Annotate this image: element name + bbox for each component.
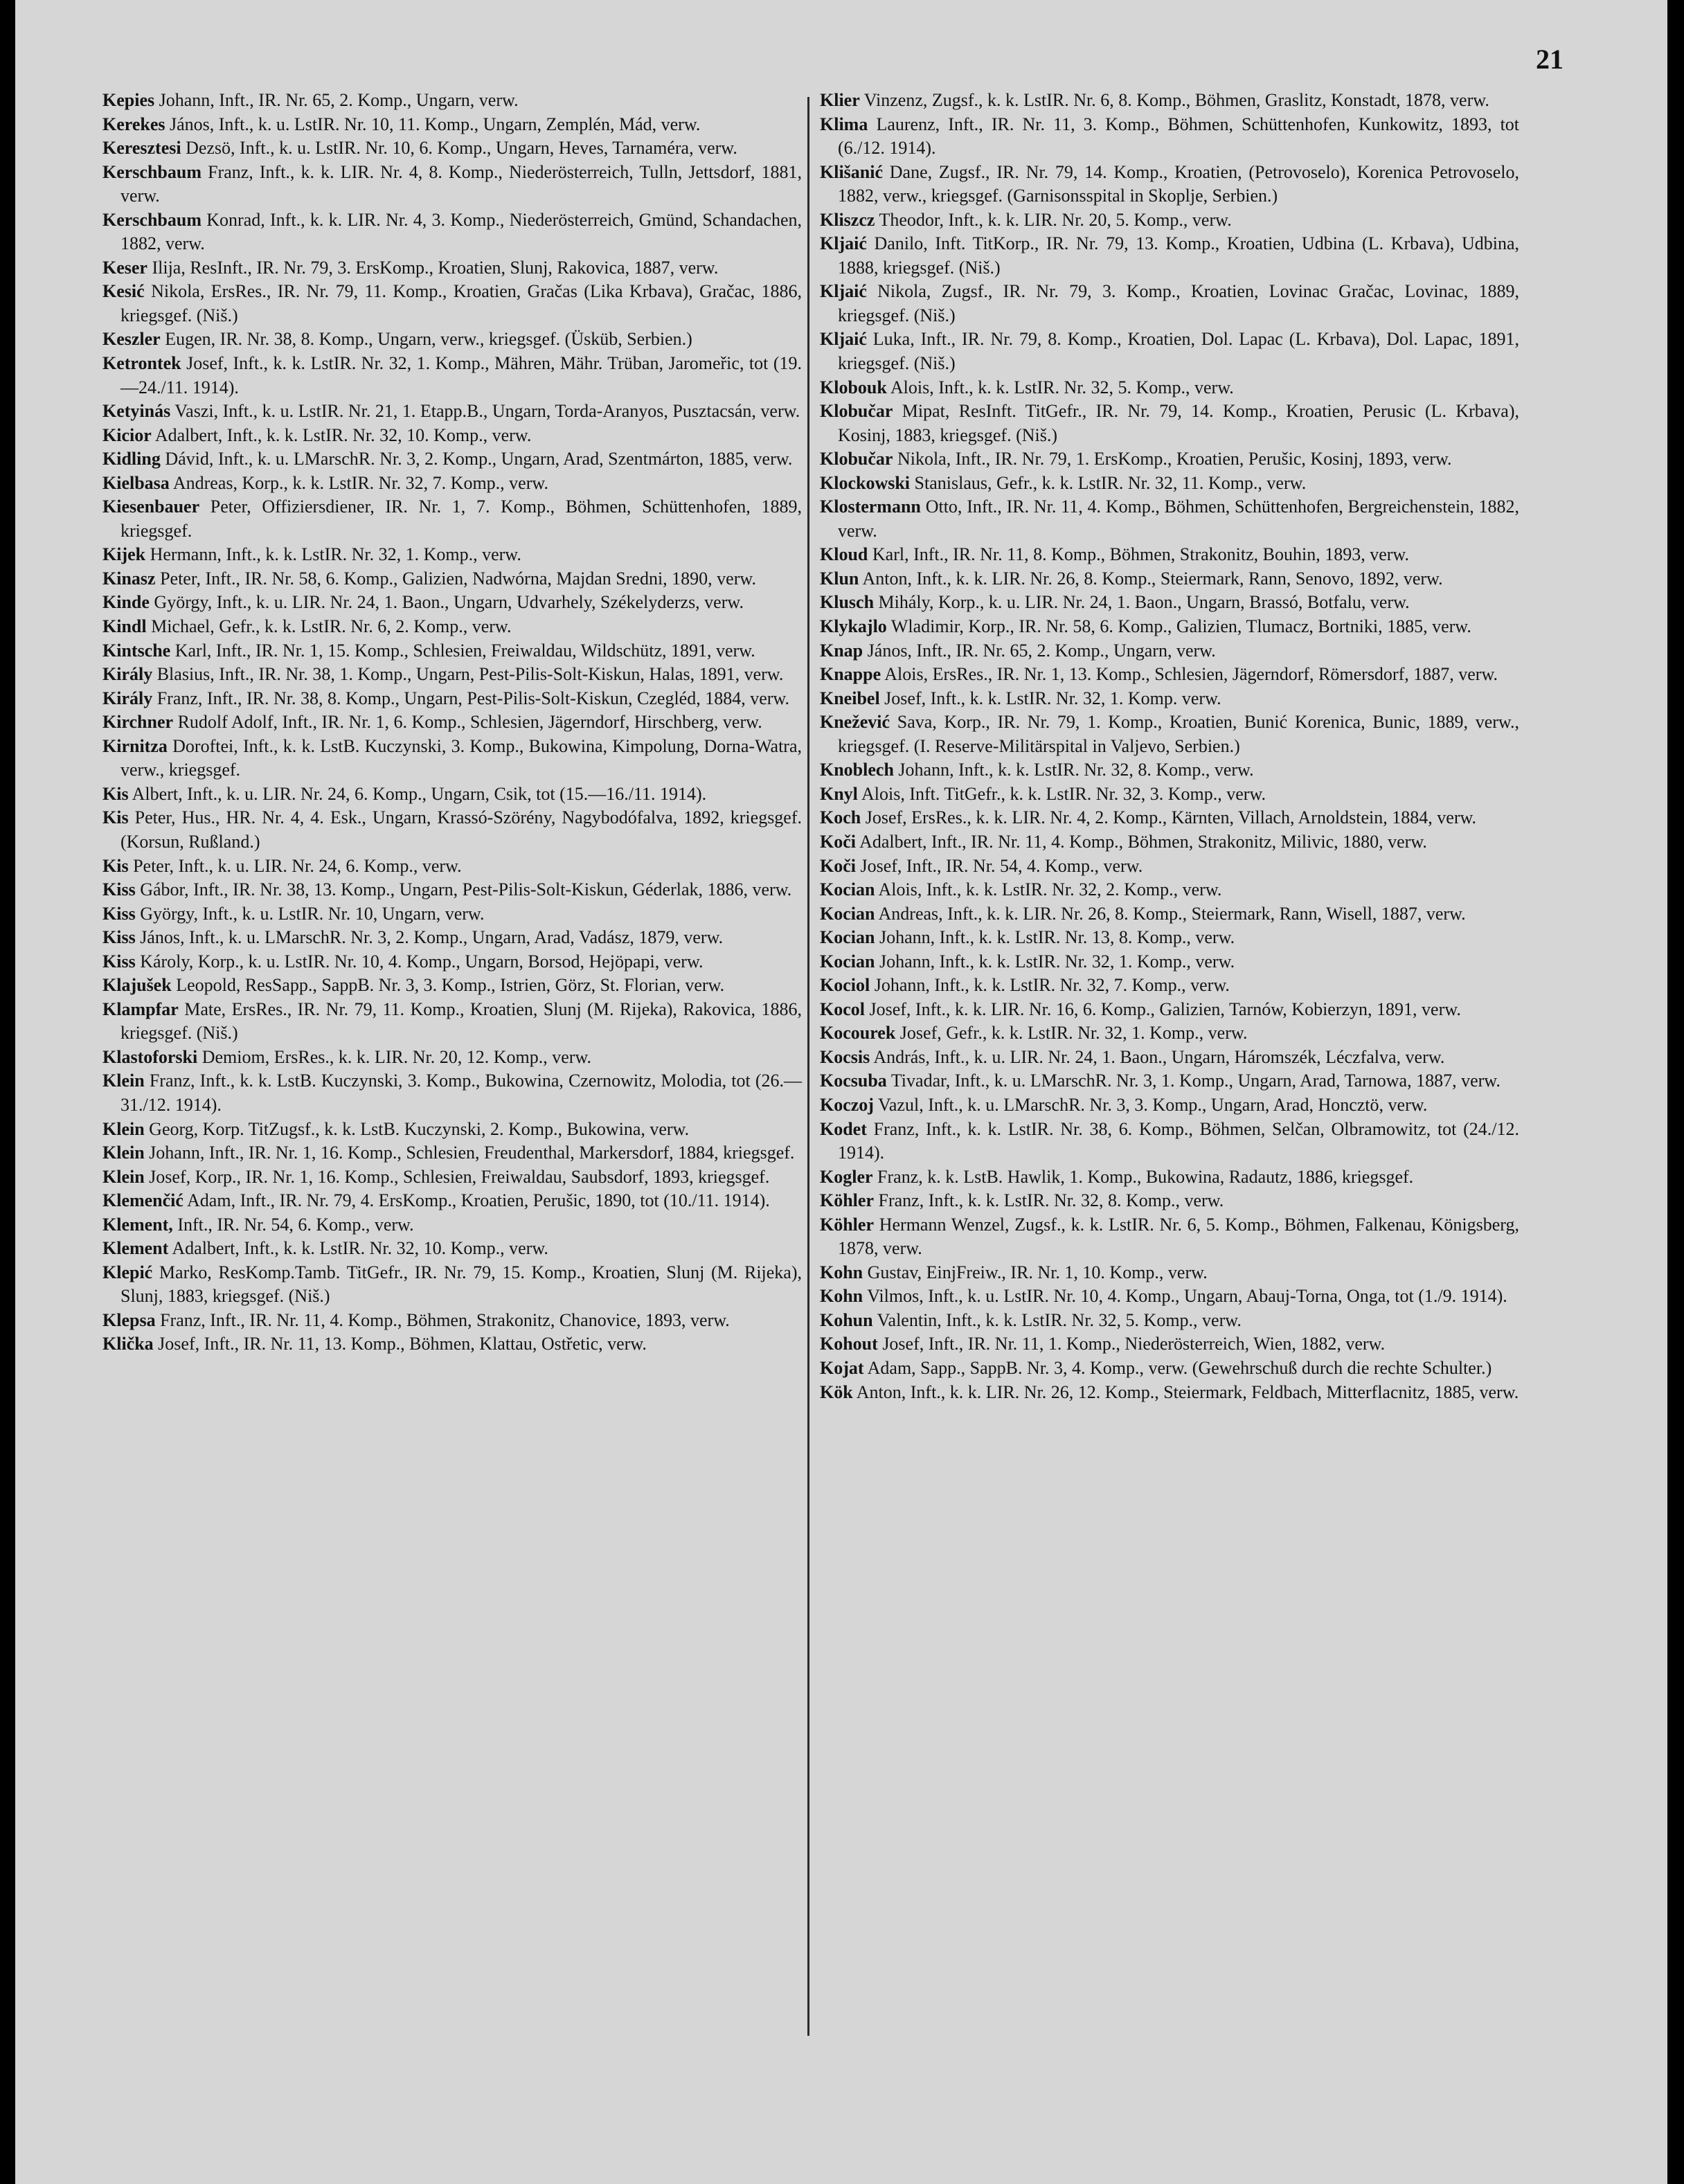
- list-item: [102, 1309, 802, 1333]
- entry-surname: Kinasz: [102, 568, 156, 589]
- list-item: [820, 1332, 1519, 1357]
- list-item: [102, 543, 802, 567]
- entry-surname: Kljaić: [820, 281, 867, 302]
- entry-details: Josef, Inft., k. k. LstIR. Nr. 32, 1. Komp. verw.: [884, 688, 1221, 708]
- entry-surname: Kljaić: [820, 329, 867, 350]
- entry-surname: Kiss: [102, 903, 136, 924]
- list-item: [820, 591, 1519, 615]
- entry-surname: Koči: [820, 831, 856, 852]
- entry-surname: Kinde: [102, 592, 150, 613]
- entry-surname: Knap: [820, 640, 863, 661]
- entry-surname: Kesić: [102, 281, 145, 302]
- entry-details: György, Inft., k. u. LIR. Nr. 24, 1. Baon., Ungarn, Udvarhely, Székelyderzs, verw.: [154, 592, 744, 613]
- list-item: [820, 495, 1519, 543]
- entry-surname: Kielbasa: [102, 472, 170, 493]
- entry-surname: Klobouk: [820, 377, 887, 397]
- entry-details: Nikola, Zugsf., IR. Nr. 79, 3. Komp., Kroatien, Lovinac Gračac, Lovinac, 1889, kriegsgef. (Niš.): [838, 281, 1519, 325]
- page-number: 21: [1536, 44, 1564, 75]
- entry-details: Johann, Inft., IR. Nr. 65, 2. Komp., Ungarn, verw.: [159, 90, 519, 110]
- list-item: [820, 806, 1519, 830]
- entry-surname: Kneibel: [820, 688, 880, 708]
- list-item: [102, 1118, 802, 1142]
- entry-details: Gábor, Inft., IR. Nr. 38, 13. Komp., Ungarn, Pest-Pilis-Solt-Kiskun, Géderlak, 1886, verw.: [140, 879, 792, 900]
- list-item: [102, 878, 802, 902]
- entry-details: János, Inft., k. u. LMarschR. Nr. 3, 2. Komp., Ungarn, Arad, Vadász, 1879, verw.: [140, 927, 724, 948]
- entry-details: Valentin, Inft., k. k. LstIR. Nr. 32, 5. Komp., verw.: [877, 1309, 1242, 1330]
- list-item: [820, 854, 1519, 879]
- entry-details: Dane, Zugsf., IR. Nr. 79, 14. Komp., Kroatien, (Petrovoselo), Korenica Petrovoselo, 1882, verw., kriegsgef. (Garnisonsspital in Skoplje, Serbien.): [838, 161, 1519, 206]
- list-item: [102, 735, 802, 782]
- list-item: [820, 639, 1519, 663]
- list-item: [820, 89, 1519, 113]
- list-item: [102, 1046, 802, 1070]
- list-item: [820, 758, 1519, 782]
- entry-surname: Klepsa: [102, 1309, 156, 1330]
- entry-details: Tivadar, Inft., k. u. LMarschR. Nr. 3, 1. Komp., Ungarn, Arad, Tarnowa, 1887, verw.: [890, 1071, 1501, 1091]
- entry-details: Johann, Inft., k. k. LstIR. Nr. 32, 8. Komp., verw.: [898, 760, 1254, 780]
- list-item: [102, 710, 802, 735]
- entry-details: Stanislaus, Gefr., k. k. LstIR. Nr. 32, 11. Komp., verw.: [914, 472, 1307, 493]
- entry-surname: Klun: [820, 568, 859, 589]
- entry-surname: Klobučar: [820, 449, 893, 469]
- entry-details: Josef, Inft., IR. Nr. 11, 1. Komp., Niederösterreich, Wien, 1882, verw.: [882, 1334, 1386, 1354]
- entry-surname: Koch: [820, 807, 861, 828]
- entry-details: Franz, Inft., k. k. LstB. Kuczynski, 3. Komp., Bukowina, Czernowitz, Molodia, tot (26.—31./12. 1914).: [120, 1071, 802, 1115]
- list-item: [102, 280, 802, 328]
- entry-details: Ilija, ResInft., IR. Nr. 79, 3. ErsKomp., Kroatien, Slunj, Rakovica, 1887, verw.: [152, 257, 719, 278]
- list-item: [102, 1165, 802, 1190]
- entry-details: Anton, Inft., k. k. LIR. Nr. 26, 8. Komp., Steiermark, Rann, Senovo, 1892, verw.: [862, 568, 1443, 589]
- entry-surname: Kocian: [820, 927, 875, 948]
- entry-details: Alois, Inft., k. k. LstIR. Nr. 32, 2. Komp., verw.: [878, 879, 1222, 900]
- list-item: [102, 782, 802, 807]
- entry-details: Josef, Inft., k. k. LIR. Nr. 16, 6. Komp., Galizien, Tarnów, Kobierzyn, 1891, verw.: [869, 999, 1461, 1019]
- entry-surname: Klišanić: [820, 161, 884, 182]
- entry-details: Peter, Inft., IR. Nr. 58, 6. Komp., Galizien, Nadwórna, Majdan Sredni, 1890, verw.: [160, 568, 756, 589]
- entry-surname: Kocian: [820, 879, 875, 900]
- entry-surname: Kohn: [820, 1262, 863, 1282]
- entry-surname: Kis: [102, 807, 129, 828]
- entry-details: Alois, Inft. TitGefr., k. k. LstIR. Nr. 32, 3. Komp., verw.: [861, 783, 1266, 804]
- list-item: [102, 615, 802, 639]
- list-item: [102, 352, 802, 400]
- entry-details: Adalbert, Inft., k. k. LstIR. Nr. 32, 10. Komp., verw.: [172, 1238, 548, 1259]
- entry-surname: Keser: [102, 257, 147, 278]
- entry-surname: Köhler: [820, 1190, 874, 1211]
- entry-surname: Kijek: [102, 544, 146, 565]
- list-item: [820, 1093, 1519, 1118]
- list-item: [820, 950, 1519, 974]
- entry-details: Josef, Inft., k. k. LstIR. Nr. 32, 1. Komp., Mähren, Mähr. Trüban, Jaromeřic, tot (19.—24./11. 1914).: [120, 353, 802, 397]
- entry-surname: Kocourek: [820, 1023, 896, 1044]
- entry-details: Vilmos, Inft., k. u. LstIR. Nr. 10, 4. Komp., Ungarn, Abauj-Torna, Onga, tot (1./9. 1914).: [867, 1286, 1507, 1307]
- document-page: [15, 0, 1667, 2184]
- entry-details: Luka, Inft., IR. Nr. 79, 8. Komp., Kroatien, Dol. Lapac (L. Krbava), Dol. Lapac, 1891, kriegsgef. (Niš.): [838, 329, 1520, 374]
- entry-details: János, Inft., k. u. LstIR. Nr. 10, 11. Komp., Ungarn, Zemplén, Mád, verw.: [170, 114, 701, 134]
- entry-details: Franz, k. k. LstB. Hawlik, 1. Komp., Bukowina, Radautz, 1886, kriegsgef.: [877, 1166, 1414, 1187]
- entry-surname: Kohout: [820, 1334, 878, 1354]
- entry-details: Josef, Inft., IR. Nr. 11, 13. Komp., Böhmen, Klattau, Ostřetic, verw.: [158, 1334, 647, 1354]
- list-item: [820, 687, 1519, 711]
- right-column: [820, 89, 1519, 1404]
- list-item: [102, 161, 802, 208]
- entry-details: Károly, Korp., k. u. LstIR. Nr. 10, 4. Komp., Ungarn, Borsod, Hejöpapi, verw.: [140, 951, 704, 972]
- entry-details: Peter, Inft., k. u. LIR. Nr. 24, 6. Komp., verw.: [133, 855, 462, 876]
- list-item: [102, 926, 802, 950]
- entry-surname: Kociol: [820, 975, 870, 996]
- entry-details: Mate, ErsRes., IR. Nr. 79, 11. Komp., Kroatien, Slunj (M. Rijeka), Rakovica, 1886, kriegsgef. (Niš.): [120, 999, 803, 1044]
- list-item: [820, 998, 1519, 1022]
- entry-details: Josef, ErsRes., k. k. LIR. Nr. 4, 2. Komp., Kärnten, Villach, Arnoldstein, 1884, verw.: [865, 807, 1477, 828]
- entry-surname: Kogler: [820, 1166, 873, 1187]
- list-item: [820, 830, 1519, 854]
- entry-surname: Klemenčić: [102, 1190, 183, 1211]
- entry-details: Konrad, Inft., k. k. LIR. Nr. 4, 3. Komp., Niederösterreich, Gmünd, Schandachen, 1882, verw.: [120, 209, 803, 254]
- entry-details: Rudolf Adolf, Inft., IR. Nr. 1, 6. Komp., Schlesien, Jägerndorf, Hirschberg, verw.: [177, 712, 762, 733]
- entry-surname: Kirchner: [102, 712, 174, 733]
- entry-details: Andreas, Inft., k. k. LIR. Nr. 26, 8. Komp., Steiermark, Rann, Wisell, 1887, verw.: [878, 903, 1466, 924]
- entry-details: Danilo, Inft. TitKorp., IR. Nr. 79, 13. Komp., Kroatien, Udbina (L. Krbava), Udbina, 1888, kriegsgef. (Niš.): [838, 233, 1519, 278]
- list-item: [820, 663, 1519, 687]
- entry-surname: Klajušek: [102, 975, 172, 996]
- entry-surname: Klobučar: [820, 401, 893, 422]
- list-item: [102, 591, 802, 615]
- entry-surname: Ketrontek: [102, 353, 181, 374]
- entry-surname: Kljaić: [820, 233, 867, 254]
- list-item: [820, 1285, 1519, 1309]
- list-item: [102, 495, 802, 543]
- list-item: [102, 950, 802, 974]
- list-item: [820, 1021, 1519, 1046]
- entry-surname: Kis: [102, 783, 129, 804]
- list-item: [820, 615, 1519, 639]
- list-item: [820, 400, 1519, 447]
- entry-surname: Kidling: [102, 449, 161, 469]
- entry-surname: Knežević: [820, 712, 890, 733]
- entry-surname: Kindl: [102, 616, 147, 637]
- entry-details: Nikola, Inft., IR. Nr. 79, 1. ErsKomp., Kroatien, Perušic, Kosinj, 1893, verw.: [897, 449, 1452, 469]
- entry-surname: Klein: [102, 1071, 145, 1091]
- entry-surname: Klostermann: [820, 496, 921, 517]
- list-item: [102, 974, 802, 998]
- entry-details: Theodor, Inft., k. k. LIR. Nr. 20, 5. Komp., verw.: [879, 209, 1232, 230]
- entry-details: Josef, Gefr., k. k. LstIR. Nr. 32, 1. Komp., verw.: [899, 1023, 1248, 1044]
- entry-surname: Klastoforski: [102, 1046, 198, 1067]
- entry-details: András, Inft., k. u. LIR. Nr. 24, 1. Baon., Ungarn, Háromszék, Léczfalva, verw.: [873, 1046, 1445, 1067]
- list-item: [820, 1046, 1519, 1070]
- list-item: [820, 974, 1519, 998]
- entry-surname: Kloud: [820, 544, 868, 565]
- entry-surname: Kök: [820, 1381, 853, 1402]
- entry-details: Franz, Inft., IR. Nr. 38, 8. Komp., Ungarn, Pest-Pilis-Solt-Kiskun, Czegléd, 1884, verw.: [156, 688, 789, 708]
- entry-details: Anton, Inft., k. k. LIR. Nr. 26, 12. Komp., Steiermark, Feldbach, Mitterflacnitz, 1885, verw.: [856, 1381, 1519, 1402]
- entry-surname: Köhler: [820, 1214, 874, 1235]
- entry-details: Gustav, EinjFreiw., IR. Nr. 1, 10. Komp., verw.: [867, 1262, 1208, 1282]
- list-item: [820, 1189, 1519, 1213]
- entry-surname: Keresztesi: [102, 138, 181, 159]
- list-item: [820, 1165, 1519, 1190]
- list-item: [102, 1213, 802, 1237]
- entry-details: Eugen, IR. Nr. 38, 8. Komp., Ungarn, verw., kriegsgef. (Üsküb, Serbien.): [165, 329, 692, 350]
- entry-surname: Kirnitza: [102, 735, 168, 756]
- entry-surname: Klein: [102, 1143, 145, 1163]
- list-item: [102, 854, 802, 879]
- list-item: [102, 472, 802, 496]
- entry-details: Karl, Inft., IR. Nr. 11, 8. Komp., Böhmen, Strakonitz, Bouhin, 1893, verw.: [872, 544, 1409, 565]
- entry-details: György, Inft., k. u. LstIR. Nr. 10, Ungarn, verw.: [140, 903, 485, 924]
- list-item: [102, 806, 802, 854]
- entry-surname: Kocsis: [820, 1046, 870, 1067]
- list-item: [102, 89, 802, 113]
- entry-surname: Kerschbaum: [102, 209, 201, 230]
- entry-details: Johann, Inft., k. k. LstIR. Nr. 32, 7. Komp., verw.: [874, 975, 1230, 996]
- entry-surname: Klockowski: [820, 472, 911, 493]
- entry-details: Josef, Inft., IR. Nr. 54, 4. Komp., verw.: [860, 855, 1143, 876]
- list-item: [820, 878, 1519, 902]
- entry-surname: Király: [102, 688, 153, 708]
- entry-details: Franz, Inft., k. k. LstIR. Nr. 38, 6. Komp., Böhmen, Selčan, Olbramowitz, tot (24./12. 1914).: [838, 1118, 1519, 1163]
- list-item: [102, 1237, 802, 1261]
- entry-details: Josef, Korp., IR. Nr. 1, 16. Komp., Schlesien, Freiwaldau, Saubsdorf, 1893, kriegsgef.: [149, 1166, 770, 1187]
- entry-details: Alois, ErsRes., IR. Nr. 1, 13. Komp., Schlesien, Jägerndorf, Römersdorf, 1887, verw.: [884, 664, 1498, 685]
- entry-surname: Kodet: [820, 1118, 867, 1139]
- list-item: [820, 543, 1519, 567]
- entry-surname: Klein: [102, 1118, 145, 1139]
- entry-details: Inft., IR. Nr. 54, 6. Komp., verw.: [177, 1214, 414, 1235]
- entry-details: Laurenz, Inft., IR. Nr. 11, 3. Komp., Böhmen, Schüttenhofen, Kunkowitz, 1893, tot (6./12. 1914).: [838, 114, 1520, 159]
- entry-details: Alois, Inft., k. k. LstIR. Nr. 32, 5. Komp., verw.: [890, 377, 1234, 397]
- list-item: [102, 998, 802, 1046]
- entry-details: Wladimir, Korp., IR. Nr. 58, 6. Komp., Galizien, Tlumacz, Bortniki, 1885, verw.: [890, 616, 1471, 637]
- entry-surname: Kliszcz: [820, 209, 875, 230]
- entry-surname: Kiss: [102, 951, 136, 972]
- list-item: [102, 902, 802, 927]
- list-item: [820, 926, 1519, 950]
- list-item: [820, 1381, 1519, 1405]
- entry-details: Otto, Inft., IR. Nr. 11, 4. Komp., Böhmen, Schüttenhofen, Bergreichenstein, 1882, verw.: [838, 496, 1519, 541]
- entry-details: Franz, Inft., IR. Nr. 11, 4. Komp., Böhmen, Strakonitz, Chanovice, 1893, verw.: [160, 1309, 730, 1330]
- entry-details: Franz, Inft., k. k. LIR. Nr. 4, 8. Komp., Niederösterreich, Tulln, Jettsdorf, 1881, verw.: [120, 161, 802, 206]
- list-item: [820, 376, 1519, 400]
- list-item: [102, 1141, 802, 1165]
- entry-details: Blasius, Inft., IR. Nr. 38, 1. Komp., Ungarn, Pest-Pilis-Solt-Kiskun, Halas, 1891, verw.: [156, 664, 784, 685]
- entry-surname: Klykajlo: [820, 616, 887, 637]
- entry-details: Doroftei, Inft., k. k. LstB. Kuczynski, 3. Komp., Bukowina, Kimpolung, Dorna-Watra, verw., kriegsgef.: [120, 735, 803, 780]
- list-item: [820, 1213, 1519, 1261]
- list-item: [102, 256, 802, 280]
- entry-surname: Koči: [820, 855, 856, 876]
- entry-details: Karl, Inft., IR. Nr. 1, 15. Komp., Schlesien, Freiwaldau, Wildschütz, 1891, verw.: [174, 640, 755, 661]
- entry-surname: Keszler: [102, 329, 161, 350]
- entry-details: Adalbert, Inft., k. k. LstIR. Nr. 32, 10. Komp., verw.: [154, 424, 532, 445]
- list-item: [820, 1357, 1519, 1381]
- entry-details: Sava, Korp., IR. Nr. 79, 1. Komp., Kroatien, Bunić Korenica, Bunic, 1889, verw., kriegsgef. (I. Reserve-Militärspital in Valjevo, Serbien.): [838, 712, 1519, 756]
- list-item: [102, 113, 802, 137]
- list-item: [820, 1118, 1519, 1165]
- entry-surname: Kocian: [820, 951, 875, 972]
- entry-details: János, Inft., IR. Nr. 65, 2. Komp., Ungarn, verw.: [867, 640, 1216, 661]
- list-item: [820, 1261, 1519, 1285]
- entry-surname: Király: [102, 664, 153, 685]
- entry-details: Dávid, Inft., k. u. LMarschR. Nr. 3, 2. Komp., Ungarn, Arad, Szentmárton, 1885, verw.: [165, 449, 793, 469]
- left-column: [102, 89, 802, 1357]
- entry-surname: Klusch: [820, 592, 875, 613]
- list-item: [820, 280, 1519, 328]
- list-item: [820, 232, 1519, 280]
- entry-details: Marko, ResKomp.Tamb. TitGefr., IR. Nr. 79, 15. Komp., Kroatien, Slunj (M. Rijeka), Slunj, 1883, kriegsgef. (Niš.): [120, 1262, 803, 1307]
- list-item: [820, 472, 1519, 496]
- entry-details: Peter, Hus., HR. Nr. 4, 4. Esk., Ungarn, Krassó-Szörény, Nagybodófalva, 1892, kriegsgef. (Korsun, Rußland.): [120, 807, 803, 852]
- list-item: [102, 208, 802, 256]
- list-item: [102, 1069, 802, 1117]
- entry-surname: Kis: [102, 855, 129, 876]
- entry-surname: Kojat: [820, 1357, 864, 1378]
- entry-surname: Klement,: [102, 1214, 173, 1235]
- list-item: [102, 328, 802, 352]
- list-item: [820, 208, 1519, 233]
- entry-details: Vinzenz, Zugsf., k. k. LstIR. Nr. 6, 8. Komp., Böhmen, Graslitz, Konstadt, 1878, verw.: [863, 90, 1489, 110]
- list-item: [820, 113, 1519, 161]
- list-item: [102, 424, 802, 448]
- entry-surname: Kintsche: [102, 640, 171, 661]
- entry-details: Leopold, ResSapp., SappB. Nr. 3, 3. Komp., Istrien, Görz, St. Florian, verw.: [176, 975, 725, 996]
- entry-surname: Kocian: [820, 903, 875, 924]
- list-item: [102, 1261, 802, 1309]
- entry-surname: Knoblech: [820, 760, 894, 780]
- entry-surname: Klima: [820, 114, 868, 134]
- entry-surname: Klepić: [102, 1262, 153, 1282]
- entry-surname: Knyl: [820, 783, 858, 804]
- entry-details: Dezsö, Inft., k. u. LstIR. Nr. 10, 6. Komp., Ungarn, Heves, Tarnaméra, verw.: [186, 138, 737, 159]
- list-item: [102, 447, 802, 472]
- list-item: [820, 1069, 1519, 1093]
- entry-details: Franz, Inft., k. k. LstIR. Nr. 32, 8. Komp., verw.: [878, 1190, 1224, 1211]
- entry-details: Michael, Gefr., k. k. LstIR. Nr. 6, 2. Komp., verw.: [151, 616, 512, 637]
- entry-details: Adalbert, Inft., IR. Nr. 11, 4. Komp., Böhmen, Strakonitz, Milivic, 1880, verw.: [859, 831, 1427, 852]
- entry-surname: Kerekes: [102, 114, 165, 134]
- entry-surname: Kiesenbauer: [102, 496, 200, 517]
- list-item: [102, 639, 802, 663]
- list-item: [102, 1189, 802, 1213]
- entry-surname: Kicior: [102, 424, 152, 445]
- list-item: [102, 687, 802, 711]
- list-item: [820, 710, 1519, 758]
- entry-details: Vazul, Inft., k. u. LMarschR. Nr. 3, 3. Komp., Ungarn, Arad, Honcztö, verw.: [878, 1094, 1428, 1115]
- entry-details: Mipat, ResInft. TitGefr., IR. Nr. 79, 14. Komp., Kroatien, Perusic (L. Krbava), Kosinj, 1883, kriegsgef. (Niš.): [838, 401, 1519, 445]
- entry-surname: Ketyinás: [102, 401, 171, 422]
- entry-details: Johann, Inft., IR. Nr. 1, 16. Komp., Schlesien, Freudenthal, Markersdorf, 1884, kriegsgef.: [149, 1143, 795, 1163]
- entry-surname: Kocsuba: [820, 1071, 887, 1091]
- entry-surname: Klein: [102, 1166, 145, 1187]
- list-item: [102, 567, 802, 591]
- entry-surname: Koczoj: [820, 1094, 874, 1115]
- column-divider: [807, 97, 809, 2036]
- entry-surname: Klier: [820, 90, 860, 110]
- list-item: [820, 902, 1519, 927]
- entry-details: Hermann, Inft., k. k. LstIR. Nr. 32, 1. Komp., verw.: [150, 544, 521, 565]
- list-item: [820, 328, 1519, 375]
- entry-surname: Kohun: [820, 1309, 873, 1330]
- list-item: [820, 1309, 1519, 1333]
- list-item: [102, 1332, 802, 1357]
- entry-surname: Kohn: [820, 1286, 863, 1307]
- entry-surname: Klampfar: [102, 999, 179, 1019]
- list-item: [820, 161, 1519, 208]
- entry-surname: Kiss: [102, 927, 136, 948]
- entry-surname: Kiss: [102, 879, 136, 900]
- list-item: [820, 447, 1519, 472]
- entry-details: Johann, Inft., k. k. LstIR. Nr. 32, 1. Komp., verw.: [879, 951, 1235, 972]
- entry-details: Hermann Wenzel, Zugsf., k. k. LstIR. Nr. 6, 5. Komp., Böhmen, Falkenau, Königsberg, 1878, verw.: [838, 1214, 1519, 1259]
- entry-details: Adam, Sapp., SappB. Nr. 3, 4. Komp., verw. (Gewehrschuß durch die rechte Schulter.): [867, 1357, 1492, 1378]
- entry-details: Peter, Offiziersdiener, IR. Nr. 1, 7. Komp., Böhmen, Schüttenhofen, 1889, kriegsgef.: [120, 496, 802, 541]
- list-item: [102, 136, 802, 161]
- entry-surname: Knappe: [820, 664, 881, 685]
- entry-details: Demiom, ErsRes., k. k. LIR. Nr. 20, 12. Komp., verw.: [201, 1046, 592, 1067]
- entry-details: Mihály, Korp., k. u. LIR. Nr. 24, 1. Baon., Ungarn, Brassó, Botfalu, verw.: [878, 592, 1410, 613]
- entry-details: Albert, Inft., k. u. LIR. Nr. 24, 6. Komp., Ungarn, Csik, tot (15.—16./11. 1914).: [132, 783, 707, 804]
- list-item: [102, 400, 802, 424]
- entry-details: Adam, Inft., IR. Nr. 79, 4. ErsKomp., Kroatien, Perušic, 1890, tot (10./11. 1914).: [187, 1190, 770, 1211]
- entry-surname: Kerschbaum: [102, 161, 201, 182]
- entry-surname: Klement: [102, 1238, 169, 1259]
- list-item: [820, 782, 1519, 807]
- entry-surname: Kocol: [820, 999, 865, 1019]
- entry-details: Andreas, Korp., k. k. LstIR. Nr. 32, 7. Komp., verw.: [172, 472, 548, 493]
- entry-details: Vaszi, Inft., k. u. LstIR. Nr. 21, 1. Etapp.B., Ungarn, Torda-Aranyos, Pusztacsán, verw.: [174, 401, 800, 422]
- entry-surname: Kepies: [102, 90, 155, 110]
- list-item: [820, 567, 1519, 591]
- list-item: [102, 663, 802, 687]
- entry-details: Johann, Inft., k. k. LstIR. Nr. 13, 8. Komp., verw.: [879, 927, 1235, 948]
- entry-details: Georg, Korp. TitZugsf., k. k. LstB. Kuczynski, 2. Komp., Bukowina, verw.: [149, 1118, 690, 1139]
- entry-surname: Klička: [102, 1334, 154, 1354]
- entry-details: Nikola, ErsRes., IR. Nr. 79, 11. Komp., Kroatien, Gračas (Lika Krbava), Gračac, 1886, kriegsgef. (Niš.): [120, 281, 802, 325]
